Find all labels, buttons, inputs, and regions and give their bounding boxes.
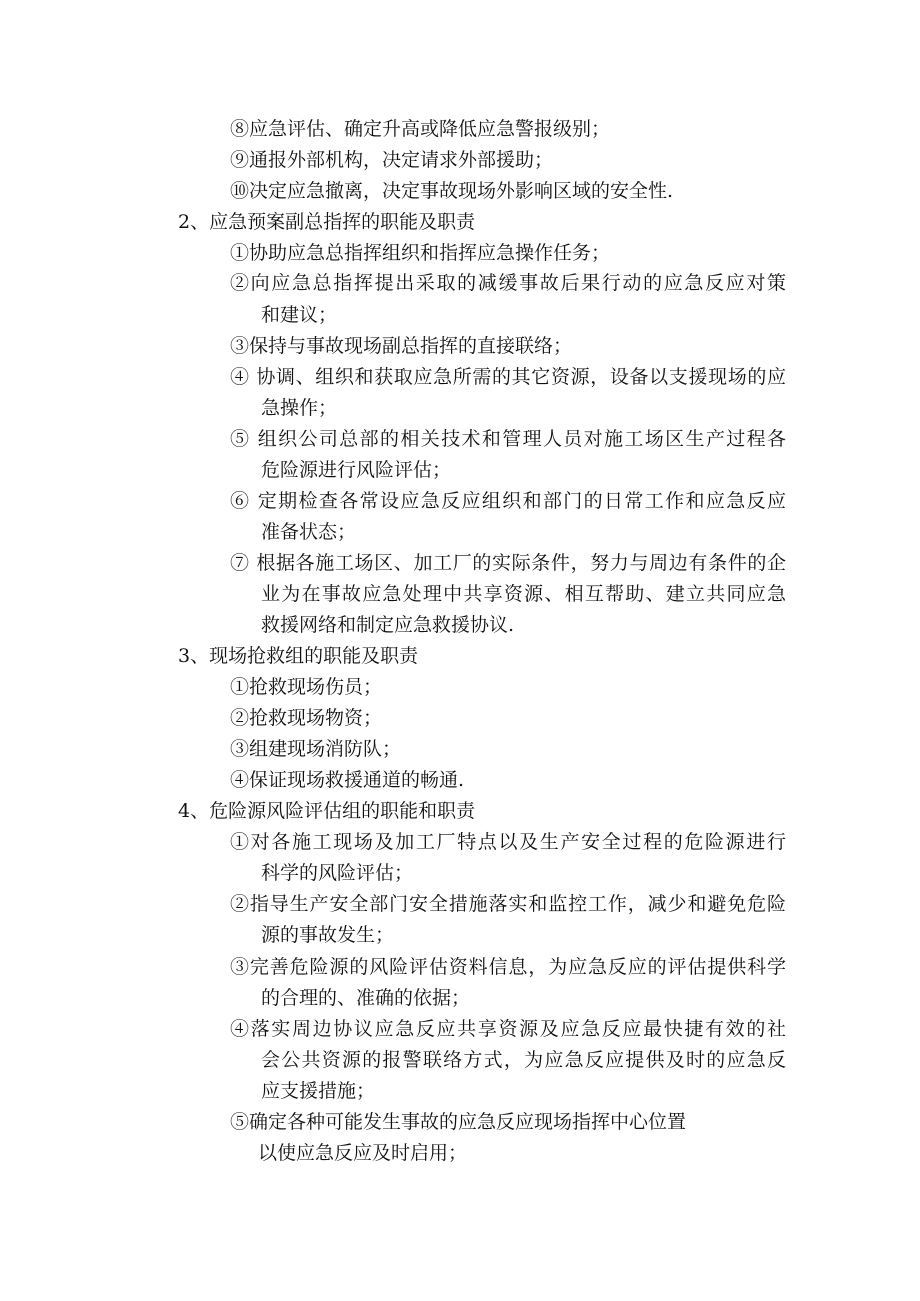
duty-item: ③保持与事故现场副总指挥的直接联络；	[230, 335, 573, 357]
duty-item: ②抢救现场物资；	[230, 707, 383, 729]
duty-item: ⑦ 根据各施工场区、加工厂的实际条件，努力与周边有条件的企	[230, 552, 786, 574]
duty-item-continuation: 源的事故发生；	[261, 924, 395, 946]
duty-item-10: ⑩决定应急撤离，决定事故现场外影响区域的安全性.	[230, 180, 674, 202]
duty-item: ④保证现场救援通道的畅通.	[230, 769, 465, 791]
duty-item: ⑤ 组织公司总部的相关技术和管理人员对施工场区生产过程各	[230, 428, 786, 450]
duty-item: ⑤确定各种可能发生事故的应急反应现场指挥中心位置	[230, 1111, 687, 1133]
duty-item-continuation: 会公共资源的报警联络方式，为应急反应提供及时的应急反	[261, 1049, 786, 1071]
duty-item-continuation: 救援网络和制定应急救援协议.	[261, 614, 515, 636]
duty-item: ③组建现场消防队；	[230, 738, 402, 760]
duty-item: ④落实周边协议应急反应共享资源及应急反应最快捷有效的社	[230, 1018, 786, 1040]
duty-item: ④ 协调、组织和获取应急所需的其它资源，设备以支援现场的应	[230, 366, 786, 388]
duty-item-9: ⑨通报外部机构，决定请求外部援助；	[230, 149, 554, 171]
duty-item-8: ⑧应急评估、确定升高或降低应急警报级别；	[230, 118, 611, 140]
duty-item: ②向应急总指挥提出采取的减缓事故后果行动的应急反应对策	[230, 272, 786, 294]
duty-item-continuation: 以使应急反应及时启用；	[258, 1142, 468, 1164]
section-heading-3: 3、现场抢救组的职能及职责	[178, 645, 419, 667]
duty-item-continuation: 科学的风险评估；	[261, 862, 414, 884]
section-heading-2: 2、应急预案副总指挥的职能及职责	[178, 211, 476, 233]
duty-item-continuation: 业为在事故应急处理中共享资源、相互帮助、建立共同应急	[261, 583, 786, 605]
duty-item: ②指导生产安全部门安全措施落实和监控工作，减少和避免危险	[230, 893, 786, 915]
duty-item: ①协助应急总指挥组织和指挥应急操作任务；	[230, 242, 611, 264]
duty-item-continuation: 和建议；	[261, 304, 338, 326]
section-heading-4: 4、危险源风险评估组的职能和职责	[178, 800, 476, 822]
duty-item-continuation: 准备状态；	[261, 521, 357, 543]
duty-item-continuation: 应支援措施；	[261, 1080, 376, 1102]
duty-item: ①对各施工现场及加工厂特点以及生产安全过程的危险源进行	[230, 831, 786, 853]
duty-item-continuation: 的合理的、准确的依据；	[261, 987, 471, 1009]
duty-item-continuation: 危险源进行风险评估；	[261, 459, 452, 481]
duty-item: ③完善危险源的风险评估资料信息，为应急反应的评估提供科学	[230, 956, 786, 978]
duty-item: ⑥ 定期检查各常设应急反应组织和部门的日常工作和应急反应	[230, 490, 786, 512]
duty-item-continuation: 急操作；	[261, 397, 338, 419]
duty-item: ①抢救现场伤员；	[230, 676, 383, 698]
